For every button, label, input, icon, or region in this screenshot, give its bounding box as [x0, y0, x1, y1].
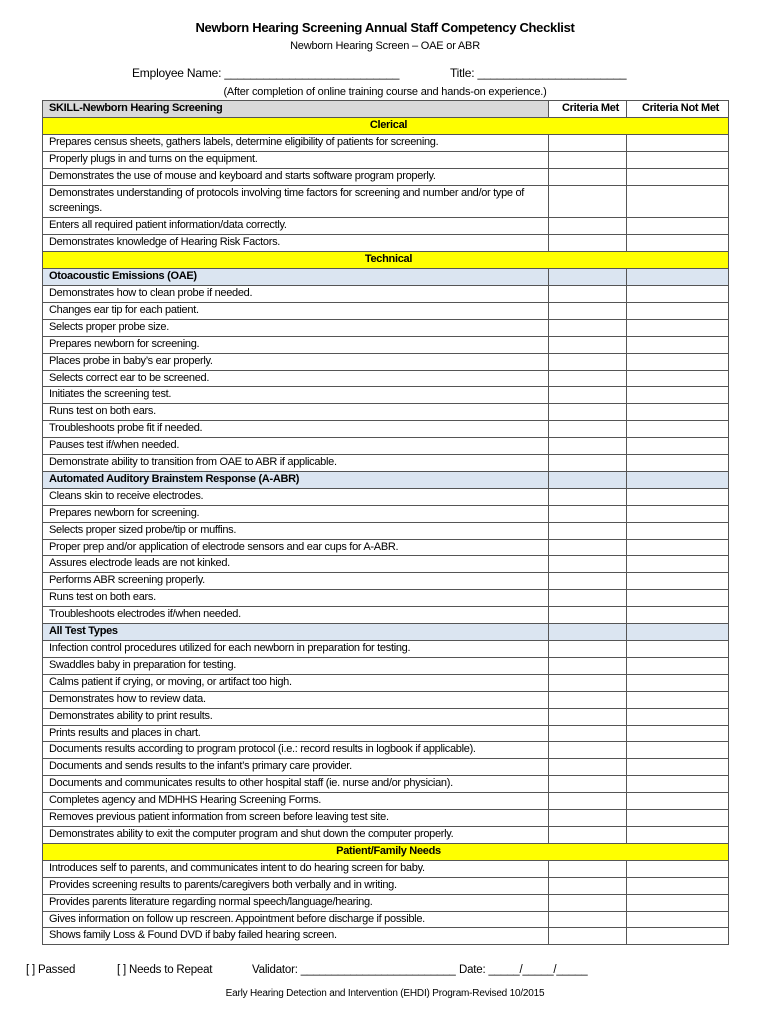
criteria-not-met-cell[interactable] [627, 387, 729, 404]
criteria-met-cell[interactable] [549, 185, 627, 218]
criteria-not-met-cell[interactable] [627, 134, 729, 151]
criteria-not-met-cell[interactable] [627, 826, 729, 843]
criteria-not-met-cell[interactable] [627, 168, 729, 185]
criteria-met-cell[interactable] [549, 556, 627, 573]
criteria-not-met-cell[interactable] [627, 302, 729, 319]
table-row [43, 404, 729, 421]
criteria-not-met-cell[interactable] [627, 488, 729, 505]
criteria-not-met-cell[interactable] [627, 151, 729, 168]
skill-item: Swaddles baby in preparation for testing. [43, 657, 549, 674]
skill-item: Provides screening results to parents/caregivers both verbally and in writing. [43, 877, 549, 894]
criteria-met-cell[interactable] [549, 674, 627, 691]
criteria-met-cell[interactable] [549, 336, 627, 353]
section-heading-blank [549, 269, 627, 286]
skill-item: Shows family Loss & Found DVD if baby failed hearing screen. [43, 928, 549, 945]
section-heading-row [43, 117, 729, 134]
criteria-met-cell[interactable] [549, 708, 627, 725]
criteria-not-met-cell[interactable] [627, 691, 729, 708]
table-row [43, 218, 729, 235]
table-row [43, 438, 729, 455]
table-row [43, 370, 729, 387]
skill-item: Provides parents literature regarding normal speech/language/hearing. [43, 894, 549, 911]
table-row [43, 505, 729, 522]
criteria-not-met-cell[interactable] [627, 877, 729, 894]
table-row [43, 877, 729, 894]
table-row [43, 455, 729, 472]
page-title: Newborn Hearing Screening Annual Staff Competency Checklist [195, 20, 575, 35]
criteria-not-met-cell[interactable] [627, 522, 729, 539]
criteria-met-cell[interactable] [549, 911, 627, 928]
skill-item: Completes agency and MDHHS Hearing Screening Forms. [43, 793, 549, 810]
skill-item: Assures electrode leads are not kinked. [43, 556, 549, 573]
skill-item: Demonstrates how to review data. [43, 691, 549, 708]
criteria-not-met-cell[interactable] [627, 438, 729, 455]
skill-item: Infection control procedures utilized for each newborn in preparation for testing. [43, 641, 549, 658]
validator-field[interactable]: Validator: _________________________ [252, 964, 456, 976]
criteria-met-cell[interactable] [549, 776, 627, 793]
table-row [43, 708, 729, 725]
employee-title-field[interactable]: Title: _______________________ [450, 66, 627, 80]
skill-item: Initiates the screening test. [43, 387, 549, 404]
table-row [43, 590, 729, 607]
page-subtitle: Newborn Hearing Screen – OAE or ABR [290, 40, 480, 52]
table-row [43, 285, 729, 302]
table-row [43, 488, 729, 505]
table-row [43, 387, 729, 404]
table-header-row [43, 101, 729, 118]
criteria-not-met-cell[interactable] [627, 657, 729, 674]
table-row [43, 911, 729, 928]
criteria-not-met-cell[interactable] [627, 810, 729, 827]
section-heading-blank [627, 471, 729, 488]
criteria-not-met-header: Criteria Not Met [627, 101, 729, 118]
skill-item: Documents and communicates results to other hospital staff (ie. nurse and/or physician). [43, 776, 549, 793]
criteria-met-cell[interactable] [549, 387, 627, 404]
criteria-met-cell[interactable] [549, 759, 627, 776]
section-heading-blank [549, 624, 627, 641]
skill-item: Gives information on follow up rescreen. Appointment before discharge if possible. [43, 911, 549, 928]
table-row [43, 826, 729, 843]
criteria-not-met-cell[interactable] [627, 539, 729, 556]
table-row [43, 573, 729, 590]
criteria-met-cell[interactable] [549, 505, 627, 522]
criteria-not-met-cell[interactable] [627, 759, 729, 776]
skill-item: Pauses test if/when needed. [43, 438, 549, 455]
criteria-not-met-cell[interactable] [627, 218, 729, 235]
section-heading-blank [627, 624, 729, 641]
date-field[interactable]: Date: _____/_____/_____ [459, 964, 588, 976]
table-row [43, 134, 729, 151]
table-row [43, 522, 729, 539]
skill-item: Changes ear tip for each patient. [43, 302, 549, 319]
table-row [43, 860, 729, 877]
criteria-not-met-cell[interactable] [627, 674, 729, 691]
employee-name-field[interactable]: Employee Name: ___________________________ [132, 66, 400, 80]
skill-item: Prints results and places in chart. [43, 725, 549, 742]
criteria-not-met-cell[interactable] [627, 607, 729, 624]
table-row [43, 421, 729, 438]
criteria-not-met-cell[interactable] [627, 590, 729, 607]
table-row [43, 725, 729, 742]
revision-note: Early Hearing Detection and Intervention (EHDI) Program-Revised 10/2015 [225, 988, 545, 999]
section-heading: Clerical [43, 117, 729, 134]
passed-checkbox[interactable]: [ ] Passed [26, 964, 76, 976]
section-heading-blank [549, 471, 627, 488]
criteria-met-cell[interactable] [549, 134, 627, 151]
criteria-not-met-cell[interactable] [627, 556, 729, 573]
training-note: (After completion of online training course and hands-on experience.) [223, 86, 547, 98]
section-heading-row [43, 843, 729, 860]
section-heading-row [43, 269, 729, 286]
criteria-met-cell[interactable] [549, 488, 627, 505]
criteria-not-met-cell[interactable] [627, 455, 729, 472]
skill-item: Removes previous patient information from screen before leaving test site. [43, 810, 549, 827]
criteria-met-cell[interactable] [549, 894, 627, 911]
section-heading: Patient/Family Needs [43, 843, 729, 860]
criteria-met-cell[interactable] [549, 438, 627, 455]
criteria-met-cell[interactable] [549, 404, 627, 421]
criteria-not-met-cell[interactable] [627, 928, 729, 945]
criteria-not-met-cell[interactable] [627, 185, 729, 218]
criteria-met-cell[interactable] [549, 353, 627, 370]
table-row [43, 353, 729, 370]
table-row [43, 168, 729, 185]
section-heading: Automated Auditory Brainstem Response (A-ABR) [43, 471, 549, 488]
criteria-not-met-cell[interactable] [627, 793, 729, 810]
table-row [43, 776, 729, 793]
skill-item: Proper prep and/or application of electrode sensors and ear cups for A-ABR. [43, 539, 549, 556]
table-row [43, 185, 729, 218]
criteria-met-cell[interactable] [549, 285, 627, 302]
criteria-met-header: Criteria Met [549, 101, 627, 118]
skill-item: Prepares census sheets, gathers labels, determine eligibility of patients for screening. [43, 134, 549, 151]
skill-item: Troubleshoots probe fit if needed. [43, 421, 549, 438]
criteria-not-met-cell[interactable] [627, 708, 729, 725]
criteria-not-met-cell[interactable] [627, 421, 729, 438]
criteria-met-cell[interactable] [549, 455, 627, 472]
criteria-met-cell[interactable] [549, 826, 627, 843]
criteria-not-met-cell[interactable] [627, 776, 729, 793]
criteria-met-cell[interactable] [549, 657, 627, 674]
skill-item: Properly plugs in and turns on the equipment. [43, 151, 549, 168]
criteria-met-cell[interactable] [549, 573, 627, 590]
table-row [43, 810, 729, 827]
criteria-met-cell[interactable] [549, 860, 627, 877]
skill-header: SKILL-Newborn Hearing Screening [43, 101, 549, 118]
table-row [43, 894, 729, 911]
table-row [43, 928, 729, 945]
criteria-not-met-cell[interactable] [627, 353, 729, 370]
criteria-met-cell[interactable] [549, 691, 627, 708]
criteria-not-met-cell[interactable] [627, 742, 729, 759]
criteria-not-met-cell[interactable] [627, 725, 729, 742]
skill-item: Demonstrates how to clean probe if needed. [43, 285, 549, 302]
table-row [43, 235, 729, 252]
table-row [43, 151, 729, 168]
skill-item: Demonstrates understanding of protocols involving time factors for screening and number and/or type of screenings. [43, 185, 549, 218]
table-row [43, 319, 729, 336]
table-row [43, 691, 729, 708]
skill-item: Selects proper probe size. [43, 319, 549, 336]
criteria-not-met-cell[interactable] [627, 404, 729, 421]
criteria-met-cell[interactable] [549, 607, 627, 624]
competency-table [42, 100, 729, 945]
skill-item: Documents results according to program protocol (i.e.: record results in logbook if applicable). [43, 742, 549, 759]
skill-item: Demonstrates ability to exit the computer program and shut down the computer properly. [43, 826, 549, 843]
table-row [43, 336, 729, 353]
skill-item: Runs test on both ears. [43, 590, 549, 607]
needs-repeat-checkbox[interactable]: [ ] Needs to Repeat [117, 964, 213, 976]
table-row [43, 556, 729, 573]
section-heading-blank [627, 269, 729, 286]
criteria-not-met-cell[interactable] [627, 319, 729, 336]
skill-item: Performs ABR screening properly. [43, 573, 549, 590]
skill-item: Demonstrates ability to print results. [43, 708, 549, 725]
skill-item: Enters all required patient information/data correctly. [43, 218, 549, 235]
criteria-not-met-cell[interactable] [627, 911, 729, 928]
criteria-met-cell[interactable] [549, 319, 627, 336]
section-heading: Otoacoustic Emissions (OAE) [43, 269, 549, 286]
criteria-not-met-cell[interactable] [627, 860, 729, 877]
criteria-met-cell[interactable] [549, 235, 627, 252]
section-heading: All Test Types [43, 624, 549, 641]
criteria-met-cell[interactable] [549, 168, 627, 185]
criteria-not-met-cell[interactable] [627, 641, 729, 658]
criteria-met-cell[interactable] [549, 302, 627, 319]
skill-item: Demonstrate ability to transition from OAE to ABR if applicable. [43, 455, 549, 472]
table-row [43, 539, 729, 556]
table-row [43, 302, 729, 319]
section-heading: Technical [43, 252, 729, 269]
criteria-met-cell[interactable] [549, 742, 627, 759]
criteria-not-met-cell[interactable] [627, 370, 729, 387]
table-row [43, 607, 729, 624]
criteria-met-cell[interactable] [549, 522, 627, 539]
criteria-met-cell[interactable] [549, 641, 627, 658]
skill-item: Documents and sends results to the infant’s primary care provider. [43, 759, 549, 776]
criteria-not-met-cell[interactable] [627, 573, 729, 590]
skill-item: Calms patient if crying, or moving, or artifact too high. [43, 674, 549, 691]
criteria-met-cell[interactable] [549, 590, 627, 607]
criteria-not-met-cell[interactable] [627, 336, 729, 353]
criteria-not-met-cell[interactable] [627, 285, 729, 302]
skill-item: Prepares newborn for screening. [43, 336, 549, 353]
criteria-met-cell[interactable] [549, 793, 627, 810]
table-row [43, 641, 729, 658]
criteria-met-cell[interactable] [549, 810, 627, 827]
criteria-met-cell[interactable] [549, 877, 627, 894]
skill-item: Demonstrates the use of mouse and keyboard and starts software program properly. [43, 168, 549, 185]
skill-item: Cleans skin to receive electrodes. [43, 488, 549, 505]
table-row [43, 674, 729, 691]
criteria-not-met-cell[interactable] [627, 235, 729, 252]
section-heading-row [43, 624, 729, 641]
criteria-met-cell[interactable] [549, 421, 627, 438]
skill-item: Demonstrates knowledge of Hearing Risk Factors. [43, 235, 549, 252]
criteria-met-cell[interactable] [549, 539, 627, 556]
criteria-not-met-cell[interactable] [627, 894, 729, 911]
criteria-not-met-cell[interactable] [627, 505, 729, 522]
skill-item: Selects proper sized probe/tip or muffins. [43, 522, 549, 539]
criteria-met-cell[interactable] [549, 725, 627, 742]
criteria-met-cell[interactable] [549, 928, 627, 945]
table-row [43, 759, 729, 776]
skill-item: Selects correct ear to be screened. [43, 370, 549, 387]
skill-item: Runs test on both ears. [43, 404, 549, 421]
criteria-met-cell[interactable] [549, 370, 627, 387]
table-row [43, 742, 729, 759]
criteria-met-cell[interactable] [549, 218, 627, 235]
section-heading-row [43, 471, 729, 488]
skill-item: Troubleshoots electrodes if/when needed. [43, 607, 549, 624]
skill-item: Prepares newborn for screening. [43, 505, 549, 522]
table-row [43, 657, 729, 674]
criteria-met-cell[interactable] [549, 151, 627, 168]
table-row [43, 793, 729, 810]
skill-item: Places probe in baby’s ear properly. [43, 353, 549, 370]
section-heading-row [43, 252, 729, 269]
skill-item: Introduces self to parents, and communicates intent to do hearing screen for baby. [43, 860, 549, 877]
